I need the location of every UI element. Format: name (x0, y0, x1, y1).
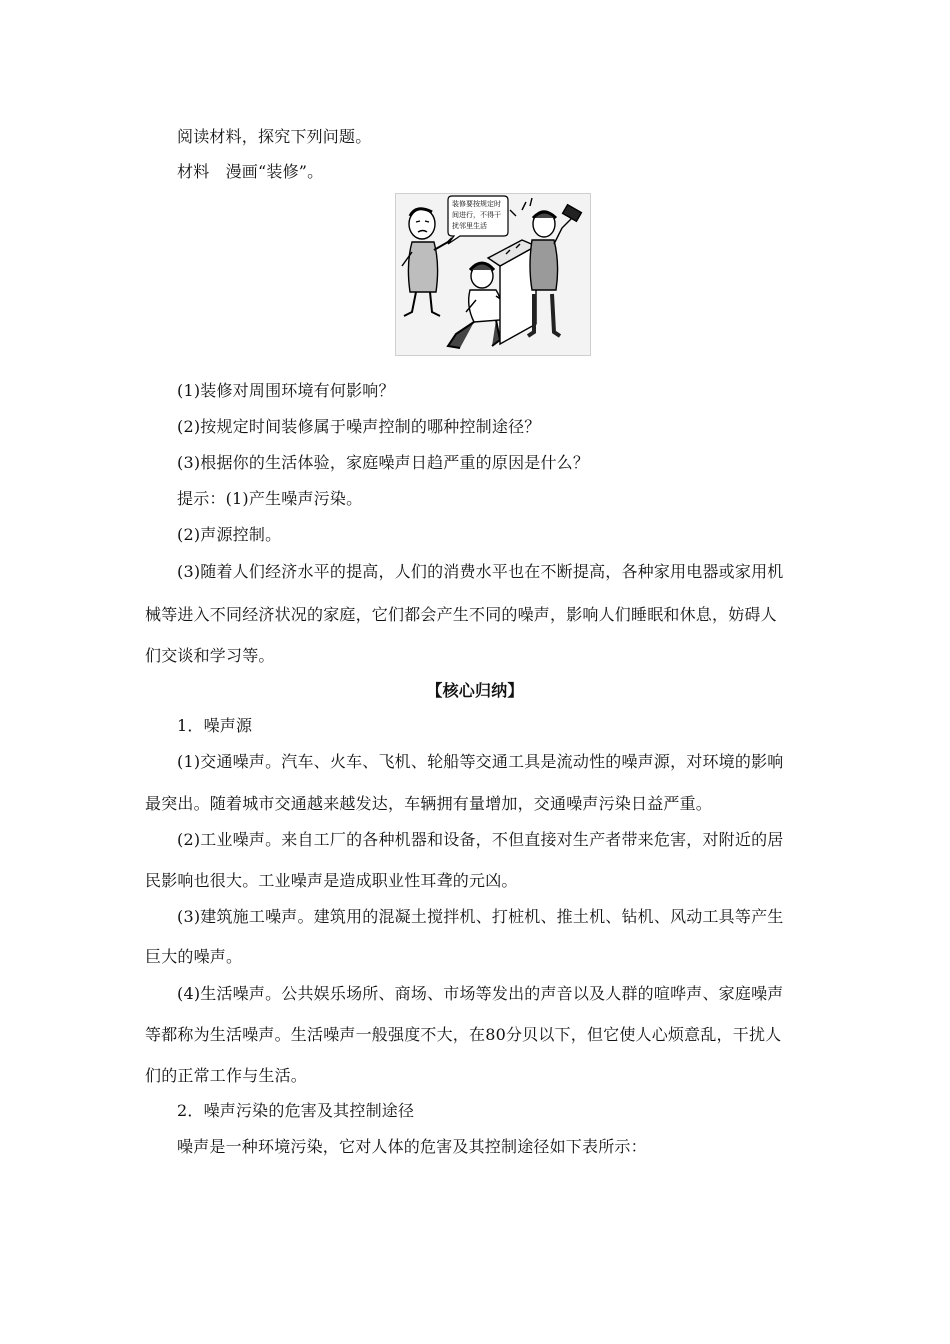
question-2: (2)按规定时间装修属于噪声控制的哪种控制途径？ (177, 417, 541, 436)
answer-3-line-2: 械等进入不同经济状况的家庭，它们都会产生不同的噪声，影响人们睡眠和休息，妨碍人 (145, 605, 777, 624)
answer-3-line-3: 们交谈和学习等。 (145, 646, 275, 665)
section-2-title: 2．噪声污染的危害及其控制途径 (177, 1101, 415, 1120)
answer-2: (2)声源控制。 (177, 525, 282, 544)
section-1-p2-line-1: (2)工业噪声。来自工厂的各种机器和设备，不但直接对生产者带来危害，对附近的居 (177, 830, 784, 849)
intro-text: 阅读材料，探究下列问题。 (177, 127, 372, 146)
comic-illustration (395, 193, 591, 356)
section-1-p2-line-2: 民影响也很大。工业噪声是造成职业性耳聋的元凶。 (145, 871, 518, 890)
section-1-p3-line-2: 巨大的噪声。 (145, 947, 243, 966)
material-label: 材料 漫画“装修”。 (177, 162, 324, 181)
section-1-p4-line-1: (4)生活噪声。公共娱乐场所、商场、市场等发出的声音以及人群的喧哗声、家庭噪声 (177, 984, 784, 1003)
answer-1: 提示：(1)产生噪声污染。 (177, 489, 363, 508)
question-3: (3)根据你的生活体验，家庭噪声日趋严重的原因是什么？ (177, 453, 590, 472)
section-1-p4-line-2: 等都称为生活噪声。生活噪声一般强度不大，在80分贝以下，但它使人心烦意乱，干扰人 (145, 1025, 782, 1044)
section-2-p1: 噪声是一种环境污染，它对人体的危害及其控制途径如下表所示： (177, 1137, 647, 1156)
section-1-p1-line-2: 最突出。随着城市交通越来越发达，车辆拥有量增加，交通噪声污染日益严重。 (145, 794, 713, 813)
question-1: (1)装修对周围环境有何影响？ (177, 381, 395, 400)
answer-3-line-1: (3)随着人们经济水平的提高，人们的消费水平也在不断提高，各种家用电器或家用机 (177, 562, 784, 581)
section-1-p3-line-1: (3)建筑施工噪声。建筑用的混凝土搅拌机、打桩机、推土机、钻机、风动工具等产生 (177, 907, 784, 926)
speech-line-2: 间进行，不得干 (452, 211, 501, 219)
section-1-title: 1．噪声源 (177, 716, 253, 735)
summary-heading: 【核心归纳】 (426, 681, 524, 700)
speech-line-3: 扰邻里生活 (452, 222, 487, 230)
section-1-p4-line-3: 们的正常工作与生活。 (145, 1066, 308, 1085)
section-1-p1-line-1: (1)交通噪声。汽车、火车、飞机、轮船等交通工具是流动性的噪声源，对环境的影响 (177, 752, 784, 771)
speech-line-1: 装修要按规定时 (452, 200, 501, 208)
